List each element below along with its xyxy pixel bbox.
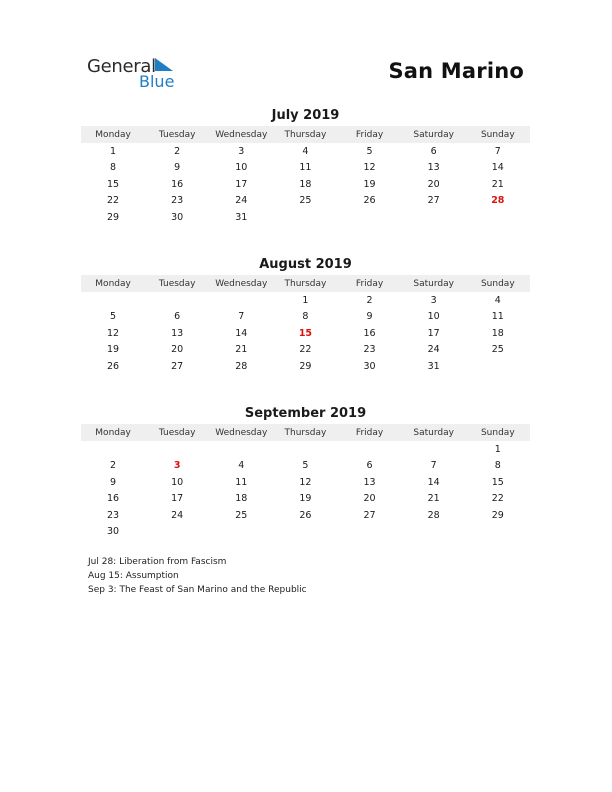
day-cell: 23 bbox=[363, 344, 376, 356]
day-cell: 25 bbox=[299, 195, 312, 207]
month-title: July 2019 bbox=[271, 108, 340, 123]
general-blue-logo bbox=[87, 54, 197, 94]
logo-blue-text: Blue bbox=[139, 72, 175, 91]
day-cell: 12 bbox=[299, 476, 312, 488]
day-cell: 10 bbox=[171, 476, 184, 488]
day-cell: 19 bbox=[107, 344, 120, 356]
weekday-header-row bbox=[81, 126, 530, 143]
day-cell: 17 bbox=[171, 493, 184, 505]
holiday-day-cell: 15 bbox=[298, 327, 313, 339]
month-calendar-july bbox=[81, 106, 530, 226]
day-cell: 10 bbox=[427, 311, 440, 323]
day-cell: 2 bbox=[174, 145, 181, 157]
week-row bbox=[81, 209, 530, 226]
day-cell: 2 bbox=[366, 294, 373, 306]
month-calendar-august bbox=[81, 255, 530, 375]
week-row bbox=[81, 441, 530, 458]
day-cell: 2 bbox=[110, 460, 117, 472]
day-cell: 26 bbox=[299, 509, 312, 521]
weekday-label: Saturday bbox=[413, 129, 454, 140]
day-cell: 1 bbox=[110, 145, 117, 157]
day-cell: 31 bbox=[427, 360, 440, 372]
day-cell: 30 bbox=[363, 360, 376, 372]
day-cell: 16 bbox=[107, 493, 120, 505]
logo-general-text: General bbox=[87, 56, 156, 77]
day-cell: 12 bbox=[363, 162, 376, 174]
weekday-label: Wednesday bbox=[215, 278, 268, 289]
day-cell: 9 bbox=[174, 162, 181, 174]
weekday-label: Tuesday bbox=[158, 278, 196, 289]
day-cell: 27 bbox=[363, 509, 376, 521]
day-cell: 26 bbox=[107, 360, 120, 372]
day-cell: 13 bbox=[171, 327, 184, 339]
day-cell: 10 bbox=[235, 162, 248, 174]
weekday-label: Sunday bbox=[480, 278, 515, 289]
day-cell: 6 bbox=[366, 460, 373, 472]
day-cell: 12 bbox=[107, 327, 120, 339]
week-row bbox=[81, 292, 530, 309]
weekday-label: Thursday bbox=[284, 427, 327, 438]
day-cell: 18 bbox=[235, 493, 248, 505]
weekday-label: Monday bbox=[95, 278, 131, 289]
day-cell: 18 bbox=[491, 327, 504, 339]
day-cell: 24 bbox=[171, 509, 184, 521]
day-cell: 24 bbox=[235, 195, 248, 207]
day-cell: 24 bbox=[427, 344, 440, 356]
day-cell: 19 bbox=[363, 178, 376, 190]
weekday-label: Friday bbox=[355, 278, 384, 289]
day-cell: 8 bbox=[110, 162, 117, 174]
weekday-label: Saturday bbox=[413, 278, 454, 289]
day-cell: 5 bbox=[110, 311, 117, 323]
week-row bbox=[81, 325, 530, 342]
month-title: August 2019 bbox=[259, 257, 352, 272]
week-row bbox=[81, 176, 530, 193]
weekday-label: Friday bbox=[355, 427, 384, 438]
weekday-label: Wednesday bbox=[215, 129, 268, 140]
day-cell: 11 bbox=[299, 162, 312, 174]
week-row bbox=[81, 193, 530, 210]
week-row bbox=[81, 143, 530, 160]
week-row bbox=[81, 491, 530, 508]
day-cell: 15 bbox=[491, 476, 504, 488]
day-cell: 8 bbox=[494, 460, 501, 472]
day-cell: 6 bbox=[174, 311, 181, 323]
day-cell: 1 bbox=[302, 294, 309, 306]
day-cell: 9 bbox=[366, 311, 373, 323]
holiday-note: Sep 3: The Feast of San Marino and the Republic bbox=[88, 585, 307, 595]
weekday-label: Wednesday bbox=[215, 427, 268, 438]
week-row bbox=[81, 458, 530, 475]
day-cell: 5 bbox=[302, 460, 309, 472]
day-cell: 4 bbox=[238, 460, 245, 472]
day-cell: 28 bbox=[235, 360, 248, 372]
day-cell: 22 bbox=[107, 195, 120, 207]
day-cell: 3 bbox=[430, 294, 437, 306]
day-cell: 20 bbox=[171, 344, 184, 356]
day-cell: 8 bbox=[302, 311, 309, 323]
country-title: San Marino bbox=[388, 59, 524, 83]
weekday-header-row bbox=[81, 275, 530, 292]
weekday-label: Sunday bbox=[480, 427, 515, 438]
logo-flag-icon bbox=[155, 58, 173, 71]
day-cell: 16 bbox=[363, 327, 376, 339]
weekday-header-row bbox=[81, 424, 530, 441]
day-cell: 25 bbox=[235, 509, 248, 521]
day-cell: 11 bbox=[491, 311, 504, 323]
day-cell: 4 bbox=[302, 145, 309, 157]
holiday-notes bbox=[88, 555, 307, 597]
day-cell: 19 bbox=[299, 493, 312, 505]
day-cell: 21 bbox=[235, 344, 248, 356]
day-cell: 21 bbox=[427, 493, 440, 505]
day-cell: 23 bbox=[107, 509, 120, 521]
holiday-day-cell: 3 bbox=[173, 460, 181, 472]
day-cell: 27 bbox=[427, 195, 440, 207]
day-cell: 28 bbox=[427, 509, 440, 521]
week-row bbox=[81, 160, 530, 177]
day-cell: 22 bbox=[299, 344, 312, 356]
day-cell: 18 bbox=[299, 178, 312, 190]
day-cell: 21 bbox=[491, 178, 504, 190]
day-cell: 4 bbox=[494, 294, 501, 306]
day-cell: 29 bbox=[491, 509, 504, 521]
weekday-label: Friday bbox=[355, 129, 384, 140]
day-cell: 9 bbox=[110, 476, 117, 488]
weekday-label: Monday bbox=[95, 427, 131, 438]
day-cell: 11 bbox=[235, 476, 248, 488]
holiday-note: Aug 15: Assumption bbox=[88, 571, 179, 581]
day-cell: 17 bbox=[235, 178, 248, 190]
day-cell: 26 bbox=[363, 195, 376, 207]
weekday-label: Thursday bbox=[284, 278, 327, 289]
weekday-label: Tuesday bbox=[158, 427, 196, 438]
weekday-label: Saturday bbox=[413, 427, 454, 438]
week-row bbox=[81, 342, 530, 359]
day-cell: 15 bbox=[107, 178, 120, 190]
day-cell: 23 bbox=[171, 195, 184, 207]
holiday-note: Jul 28: Liberation from Fascism bbox=[88, 557, 227, 567]
day-cell: 5 bbox=[366, 145, 373, 157]
weekday-label: Sunday bbox=[480, 129, 515, 140]
weekday-label: Tuesday bbox=[158, 129, 196, 140]
day-cell: 22 bbox=[491, 493, 504, 505]
week-row bbox=[81, 358, 530, 375]
month-title: September 2019 bbox=[244, 406, 367, 421]
day-cell: 14 bbox=[427, 476, 440, 488]
day-cell: 25 bbox=[491, 344, 504, 356]
day-cell: 30 bbox=[171, 211, 184, 223]
week-row bbox=[81, 524, 530, 541]
day-cell: 7 bbox=[494, 145, 501, 157]
week-row bbox=[81, 309, 530, 326]
day-cell: 16 bbox=[171, 178, 184, 190]
day-cell: 14 bbox=[491, 162, 504, 174]
day-cell: 29 bbox=[107, 211, 120, 223]
day-cell: 31 bbox=[235, 211, 248, 223]
day-cell: 13 bbox=[427, 162, 440, 174]
day-cell: 30 bbox=[107, 526, 120, 538]
weekday-label: Monday bbox=[95, 129, 131, 140]
holiday-day-cell: 28 bbox=[491, 195, 505, 207]
day-cell: 7 bbox=[430, 460, 437, 472]
day-cell: 17 bbox=[427, 327, 440, 339]
day-cell: 27 bbox=[171, 360, 184, 372]
weekday-label: Thursday bbox=[284, 129, 327, 140]
day-cell: 3 bbox=[238, 145, 245, 157]
day-cell: 29 bbox=[299, 360, 312, 372]
day-cell: 13 bbox=[363, 476, 376, 488]
day-cell: 6 bbox=[430, 145, 437, 157]
week-row bbox=[81, 507, 530, 524]
day-cell: 20 bbox=[427, 178, 440, 190]
month-calendar-september bbox=[81, 404, 530, 540]
day-cell: 7 bbox=[238, 311, 245, 323]
day-cell: 1 bbox=[494, 443, 501, 455]
day-cell: 20 bbox=[363, 493, 376, 505]
week-row bbox=[81, 474, 530, 491]
day-cell: 14 bbox=[235, 327, 248, 339]
